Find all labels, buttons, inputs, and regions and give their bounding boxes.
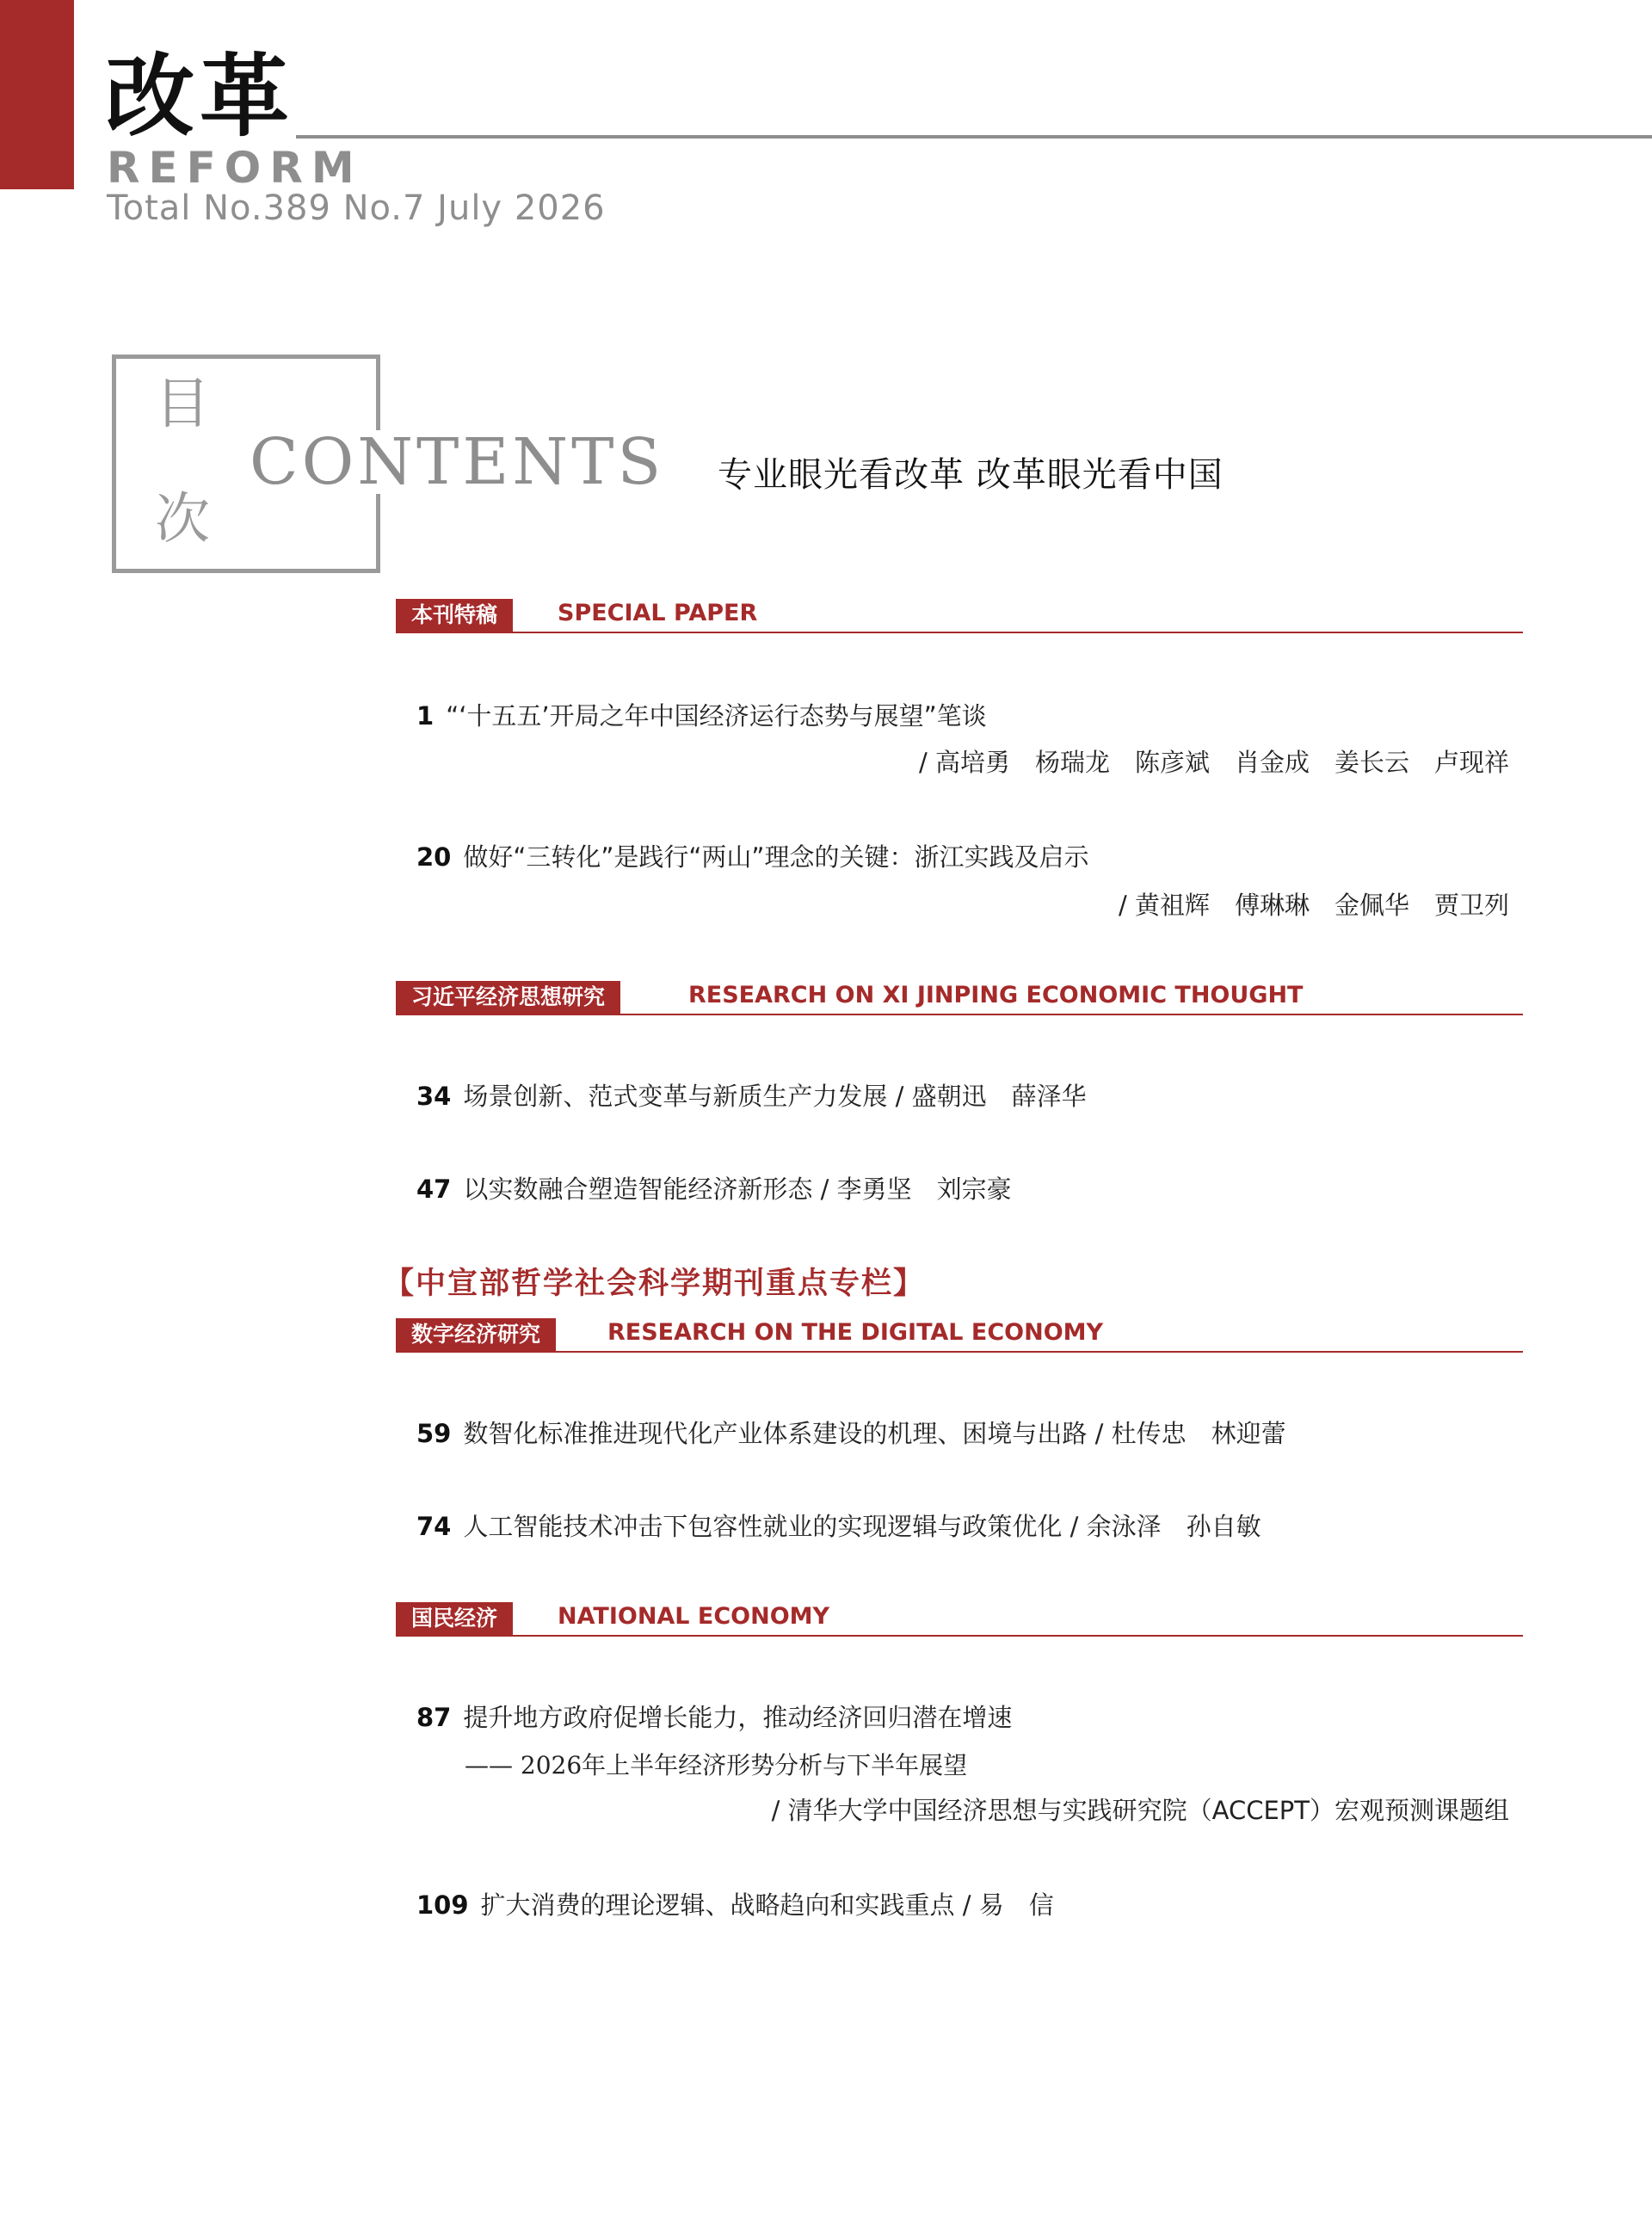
page-number: 74 bbox=[416, 1512, 452, 1541]
section-label-en: NATIONAL ECONOMY bbox=[558, 1603, 830, 1630]
brand-title-cn: 改革 bbox=[105, 43, 295, 149]
page-number: 59 bbox=[416, 1419, 452, 1448]
slogan: 专业眼光看改革 改革眼光看中国 bbox=[718, 455, 1224, 495]
entry-title: 扩大消费的理论逻辑、战略趋向和实践重点 / 易 信 bbox=[480, 1890, 1054, 1920]
page-number: 47 bbox=[416, 1175, 452, 1204]
entry-title: 人工智能技术冲击下包容性就业的实现逻辑与政策优化 / 余泳泽 孙自敏 bbox=[463, 1512, 1261, 1541]
header-rule bbox=[296, 135, 1652, 139]
entry-authors: / 高培勇 杨瑞龙 陈彦斌 肖金成 姜长云 卢现祥 bbox=[919, 748, 1509, 777]
entry-title: 提升地方政府促增长能力，推动经济回归潜在增速 bbox=[463, 1703, 1013, 1732]
section-header-digital-economy bbox=[396, 1313, 1523, 1353]
page-number: 109 bbox=[416, 1890, 469, 1920]
toc-entry[interactable] bbox=[416, 1084, 1087, 1109]
toc-entry[interactable] bbox=[416, 701, 987, 731]
page-number: 34 bbox=[416, 1082, 452, 1111]
entry-authors: / 清华大学中国经济思想与实践研究院（ACCEPT）宏观预测课题组 bbox=[771, 1796, 1509, 1825]
entry-title: 场景创新、范式变革与新质生产力发展 / 盛朝迅 薛泽华 bbox=[463, 1082, 1087, 1111]
section-label-cn: 习近平经济思想研究 bbox=[396, 981, 620, 1014]
issue-info: Total No.389 No.7 July 2026 bbox=[107, 188, 606, 228]
page-number: 1 bbox=[416, 701, 435, 731]
entry-title: “‘十五五’开局之年中国经济运行态势与展望”笔谈 bbox=[446, 701, 987, 731]
section-label-en: RESEARCH ON THE DIGITAL ECONOMY bbox=[607, 1319, 1104, 1346]
toc-entry[interactable] bbox=[416, 1421, 1286, 1446]
section-label-cn: 数字经济研究 bbox=[396, 1318, 556, 1351]
toc-entry[interactable] bbox=[416, 1705, 1012, 1730]
section-label-en: SPECIAL PAPER bbox=[558, 600, 758, 626]
toc-entry[interactable] bbox=[416, 1514, 1261, 1539]
section-label-en: RESEARCH ON XI JINPING ECONOMIC THOUGHT bbox=[688, 982, 1304, 1008]
entry-title: 做好“三转化”是践行“两山”理念的关键：浙江实践及启示 bbox=[463, 842, 1089, 872]
brand-title-en: REFORM bbox=[107, 143, 363, 193]
entry-title: 数智化标准推进现代化产业体系建设的机理、困境与出路 / 杜传忠 林迎蕾 bbox=[463, 1419, 1286, 1448]
section-header-xi-thought bbox=[396, 976, 1523, 1015]
contents-char-mu: 目 bbox=[155, 373, 210, 436]
toc-entry[interactable] bbox=[416, 1890, 1054, 1920]
contents-heading: CONTENTS bbox=[243, 430, 671, 494]
brand-red-bar bbox=[0, 0, 74, 189]
page-number: 20 bbox=[416, 842, 452, 872]
page-number: 87 bbox=[416, 1703, 452, 1732]
special-column-banner: 【中宣部哲学社会科学期刊重点专栏】 bbox=[384, 1266, 926, 1301]
section-header-national-economy bbox=[396, 1597, 1523, 1637]
entry-title: 以实数融合塑造智能经济新形态 / 李勇坚 刘宗豪 bbox=[463, 1175, 1012, 1204]
entry-authors: / 黄祖辉 傅琳琳 金佩华 贾卫列 bbox=[1119, 891, 1509, 920]
section-label-cn: 本刊特稿 bbox=[396, 599, 513, 632]
toc-entry[interactable] bbox=[416, 842, 1089, 872]
entry-subtitle: —— 2026年上半年经济形势分析与下半年展望 bbox=[465, 1751, 968, 1779]
section-label-cn: 国民经济 bbox=[396, 1602, 513, 1635]
toc-entry[interactable] bbox=[416, 1177, 1012, 1202]
contents-char-ci: 次 bbox=[155, 488, 210, 552]
section-header-special-paper bbox=[396, 594, 1523, 633]
